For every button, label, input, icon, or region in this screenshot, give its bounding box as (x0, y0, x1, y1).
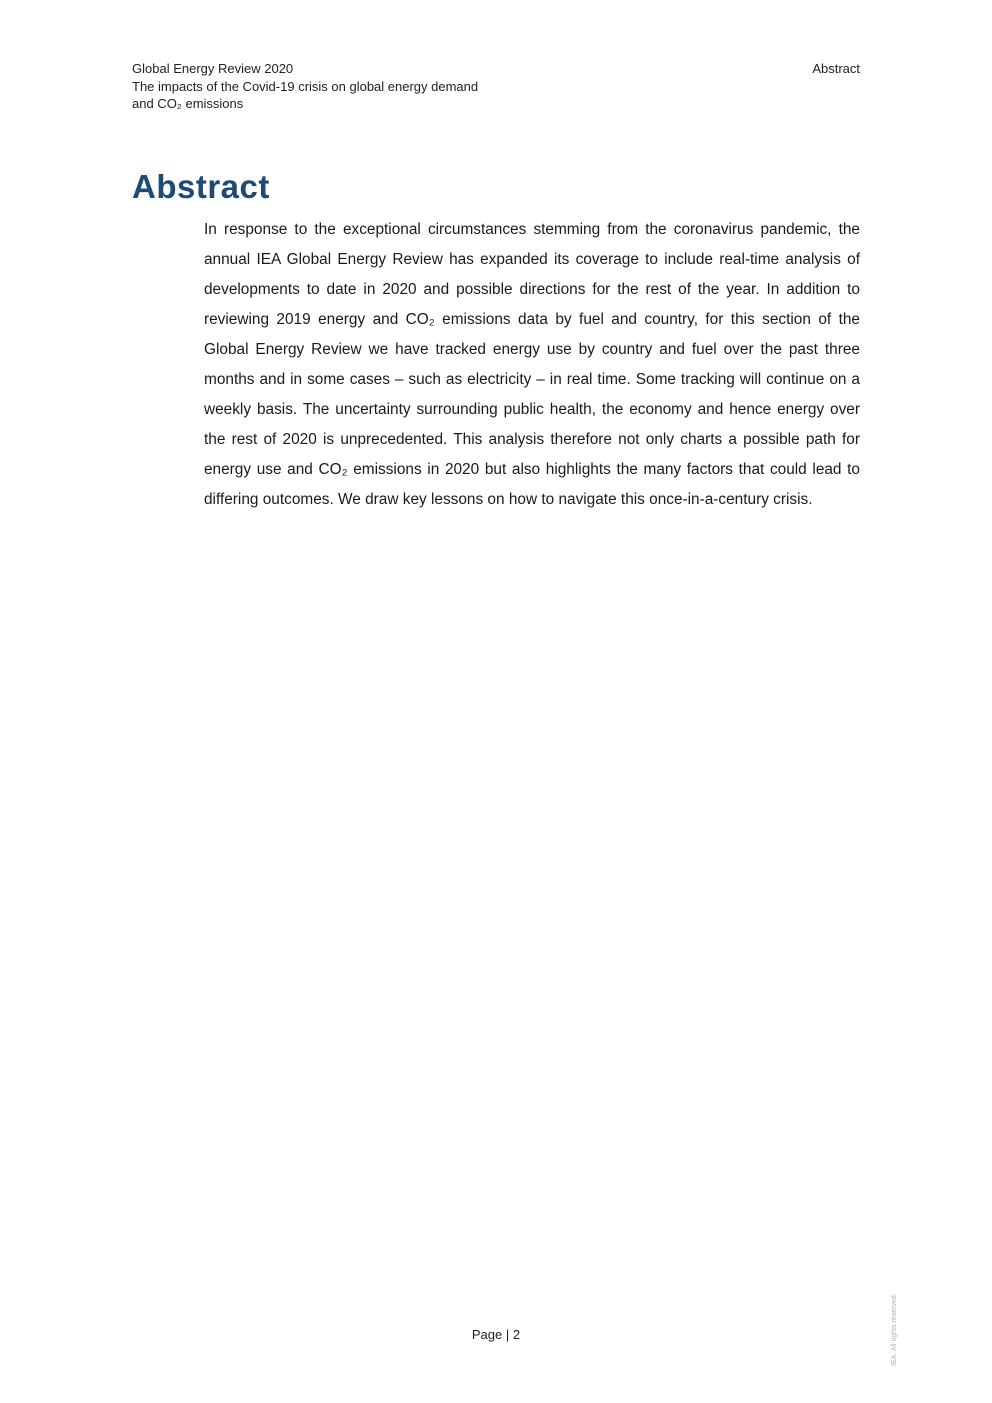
page-number: Page | 2 (471, 1327, 521, 1342)
report-subtitle-line-1: The impacts of the Covid-19 crisis on global energy demand (132, 78, 479, 94)
section-label: Abstract (812, 61, 860, 76)
page-title: Abstract (132, 168, 270, 205)
rights-note (888, 1280, 902, 1366)
report-title: Global Energy Review 2020 (132, 61, 294, 76)
abstract-paragraph: In response to the exceptional circumstances stemming from the coronavirus pandemic, the annual IEA Global Energy Review has expanded its coverage to include real-time analysis of developments to date in 2020 and possible directions for the rest of the year. In addition to reviewing 2019 energy and CO₂ emissions data by fuel and country, for this section of the Global Energy Review we have tracked energy use by country and fuel over the past three months and in some cases – such as electricity – in real time. Some tracking will continue on a weekly basis. The uncertainty surrounding public health, the economy and hence energy over the rest of 2020 is unprecedented. This analysis therefore not only charts a possible path for energy use and CO₂ emissions in 2020 but also highlights the many factors that could lead to differing outcomes. We draw key lessons on how to navigate this once-in-a-century crisis. (204, 221, 860, 508)
running-header (132, 60, 532, 113)
rights-note-text: IEA. All rights reserved. (891, 1293, 898, 1366)
report-subtitle-line-2: and CO₂ emissions (132, 96, 244, 111)
